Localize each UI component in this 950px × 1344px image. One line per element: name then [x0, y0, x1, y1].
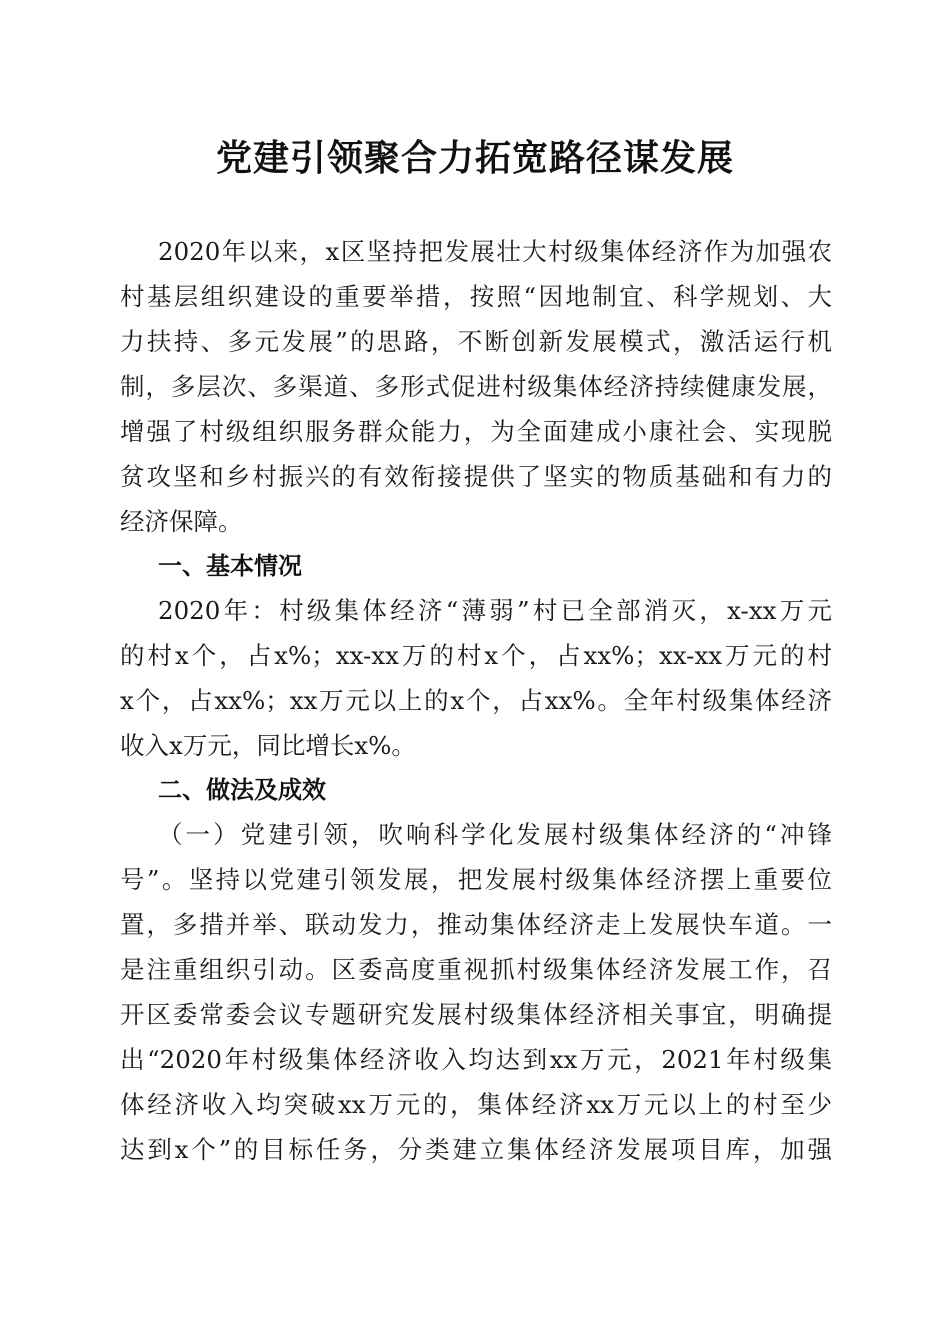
intro-line-2: 村基层组织建设的重要举措，按照“因地制宜、科学规划、大	[120, 282, 832, 311]
intro-line-7: 经济保障。	[120, 507, 243, 536]
intro-line-1: 2020年以来，x区坚持把发展壮大村级集体经济作为加强农	[158, 237, 832, 266]
section2-line-2: 号”。坚持以党建引领发展，把发展村级集体经济摆上重要位	[120, 865, 832, 894]
intro-line-6: 贫攻坚和乡村振兴的有效衔接提供了坚实的物质基础和有力的	[120, 462, 832, 491]
section2-line-7: 体经济收入均突破xx万元的，集体经济xx万元以上的村至少	[120, 1090, 832, 1119]
intro-line-4: 制，多层次、多渠道、多形式促进村级集体经济持续健康发展，	[120, 372, 832, 401]
intro-line-5: 增强了村级组织服务群众能力，为全面建成小康社会、实现脱	[120, 417, 832, 446]
page-title: 党建引领聚合力拓宽路径谋发展	[215, 137, 734, 179]
section2-line-4: 是注重组织引动。区委高度重视抓村级集体经济发展工作，召	[120, 955, 832, 984]
section2-line-8: 达到x个”的目标任务，分类建立集体经济发展项目库，加强	[120, 1135, 832, 1164]
section2-line-1: （一）党建引领，吹响科学化发展村级集体经济的“冲锋	[158, 820, 832, 849]
intro-line-3: 力扶持、多元发展”的思路，不断创新发展模式，激活运行机	[120, 327, 832, 356]
section1-line-2: 的村x个，占x%；xx-xx万的村x个，占xx%；xx-xx万元的村	[120, 641, 832, 670]
section-heading-basic-situation: 一、基本情况	[158, 552, 302, 580]
section2-line-6: 出“2020年村级集体经济收入均达到xx万元，2021年村级集	[120, 1045, 832, 1074]
section2-line-5: 开区委常委会议专题研究发展村级集体经济相关事宜，明确提	[120, 1000, 832, 1029]
section1-line-4: 收入x万元，同比增长x%。	[120, 731, 416, 760]
section2-line-3: 置，多措并举、联动发力，推动集体经济走上发展快车道。一	[120, 910, 832, 939]
section1-line-1: 2020年：村级集体经济“薄弱”村已全部消灭，x-xx万元	[158, 596, 832, 625]
section1-line-3: x个，占xx%；xx万元以上的x个，占xx%。全年村级集体经济	[120, 686, 832, 715]
section-heading-practices: 二、做法及成效	[158, 776, 326, 804]
